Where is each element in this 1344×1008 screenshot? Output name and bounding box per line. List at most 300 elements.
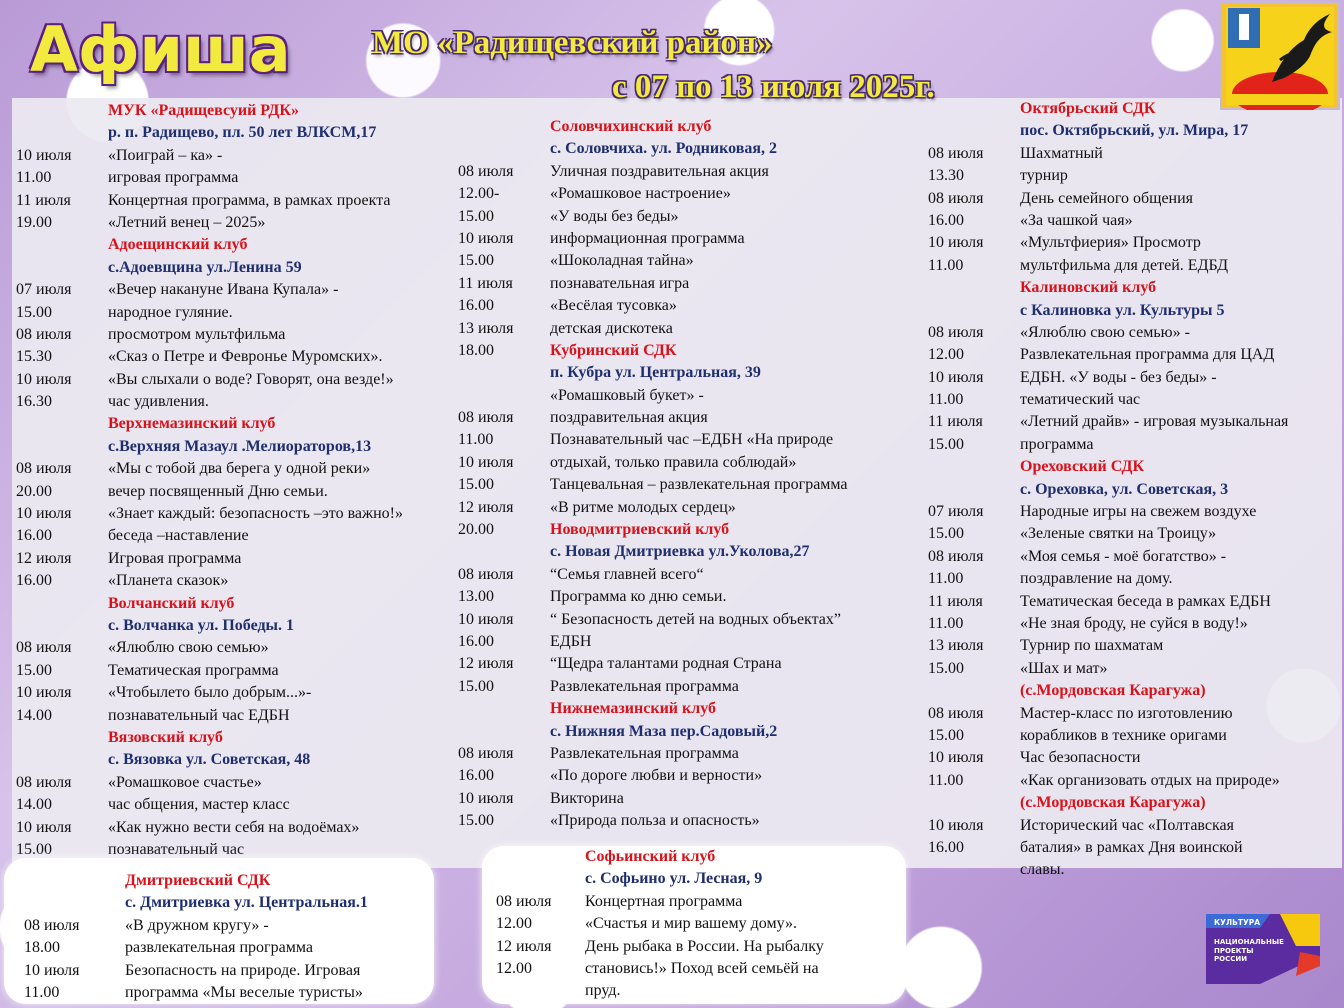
- event-date: [16, 436, 108, 458]
- venue-name-row: [16, 727, 466, 749]
- event-date: 10 июля: [458, 789, 514, 807]
- event-date: [928, 792, 1020, 814]
- event-row: [458, 385, 918, 407]
- event-row: [24, 982, 434, 1004]
- event-text: «По дороге любви и верности»: [550, 767, 763, 785]
- venue-name: Новодмитриевский клуб: [550, 521, 730, 539]
- event-date: 08 июля: [928, 144, 984, 162]
- event-row: [16, 302, 466, 324]
- event-date: 12.00: [496, 915, 532, 933]
- event-date: 13.00: [458, 588, 494, 606]
- event-row: [496, 980, 906, 1002]
- event-row: [928, 725, 1344, 747]
- schedule-column-left: [16, 100, 466, 861]
- event-row: [458, 407, 918, 429]
- venue-name: Нижнемазинский клуб: [550, 700, 716, 718]
- event-text: «Моя семья - моё богатство» -: [1020, 547, 1227, 565]
- venue-name-row: [458, 116, 918, 138]
- event-date: 16.00: [16, 572, 52, 590]
- event-date: [928, 98, 1020, 120]
- event-text: Танцевальная – развлекательная программа: [550, 476, 848, 494]
- venue-name-row: [458, 519, 918, 541]
- event-date: 15.00: [458, 476, 494, 494]
- event-row: [16, 525, 466, 547]
- venue-address: с. Ореховка, ул. Советская, 3: [1020, 480, 1229, 498]
- event-text: становись!» Поход всей семьёй на: [585, 959, 819, 977]
- venue-name-row: [458, 340, 918, 362]
- event-date: 13 июля: [458, 319, 514, 337]
- event-date: 16.00: [928, 838, 964, 856]
- event-date: 11 июля: [928, 413, 983, 431]
- event-row: [458, 676, 918, 698]
- event-text: Развлекательная программа: [550, 677, 739, 695]
- date-range: с 07 по 13 июля 2025г.: [612, 69, 935, 105]
- event-text: «Летний драйв» - игровая музыкальная: [1020, 413, 1289, 431]
- event-row: [496, 936, 906, 958]
- badge-label-main: НАЦИОНАЛЬНЫЕ ПРОЕКТЫ РОССИИ: [1214, 938, 1284, 963]
- event-date: 12 июля: [458, 655, 514, 673]
- venue-address: пос. Октябрьский, ул. Мира, 17: [1020, 122, 1249, 140]
- event-text: детская дискотека: [550, 319, 673, 337]
- event-text: турнир: [1020, 167, 1068, 185]
- event-date: 08 июля: [458, 409, 514, 427]
- event-row: [458, 497, 918, 519]
- venue-address: с. Дмитриевка ул. Центральная.1: [125, 894, 368, 912]
- event-row: [928, 703, 1344, 725]
- venue-address-row: [16, 122, 466, 144]
- event-date: 08 июля: [16, 639, 72, 657]
- venue-address-row: [458, 138, 918, 160]
- event-text: Народные игры на свежем воздухе: [1020, 503, 1257, 521]
- event-date: 11 июля: [16, 191, 71, 209]
- venue-name-row: [928, 792, 1344, 814]
- event-row: [496, 913, 906, 935]
- event-row: [16, 705, 466, 727]
- event-date: [928, 300, 1020, 322]
- event-row: [16, 570, 466, 592]
- event-text: познавательный час ЕДБН: [108, 706, 290, 724]
- event-text: Игровая программа: [108, 549, 242, 567]
- venue-address: с. Вязовка ул. Советская, 48: [108, 751, 311, 769]
- event-date: 08 июля: [16, 460, 72, 478]
- event-date: 15.00: [16, 303, 52, 321]
- event-date: [928, 120, 1020, 142]
- venue-address: с.Адоевщина ул.Ленина 59: [108, 258, 302, 276]
- event-date: [458, 698, 550, 720]
- event-row: [16, 369, 466, 391]
- event-text: «Ромашковое счастье»: [108, 773, 262, 791]
- venue-name: Волчанский клуб: [108, 594, 235, 612]
- event-row: [928, 322, 1344, 344]
- event-date: 20.00: [458, 521, 494, 539]
- event-date: 08 июля: [16, 773, 72, 791]
- event-date: 15.00: [928, 435, 964, 453]
- venue-address: п. Кубра ул. Центральная, 39: [550, 364, 761, 382]
- event-date: 12.00: [496, 959, 532, 977]
- venue-name: Октябрьский СДК: [1020, 100, 1156, 117]
- event-date: [458, 385, 550, 407]
- event-date: 15.00: [16, 661, 52, 679]
- event-date: [496, 980, 585, 1002]
- event-date: 10 июля: [928, 749, 984, 767]
- event-text: «Как организовать отдых на природе»: [1020, 771, 1280, 789]
- event-text: Развлекательная программа для ЦАД: [1020, 346, 1275, 364]
- event-date: 16.00: [458, 767, 494, 785]
- venue-name-row: [928, 277, 1344, 299]
- district-title: МО «Радищевский район»: [372, 25, 773, 61]
- event-text: «Мультфиерия» Просмотр: [1020, 234, 1201, 252]
- event-date: 08 июля: [458, 162, 514, 180]
- venue-name: Софьинский клуб: [585, 848, 716, 865]
- event-date: 15.00: [458, 677, 494, 695]
- event-date: 10 июля: [24, 961, 80, 979]
- event-text: «За чашкой чая»: [1020, 211, 1133, 229]
- event-text: Шахматный: [1020, 144, 1103, 162]
- event-text: “ Безопасность детей на водных объектах”: [550, 610, 841, 628]
- event-text: Исторический час «Полтавская: [1020, 816, 1234, 834]
- event-row: [928, 411, 1344, 433]
- event-row: [16, 391, 466, 413]
- event-row: [458, 273, 918, 295]
- event-row: [928, 859, 1344, 881]
- event-date: 11.00: [928, 391, 964, 409]
- event-row: [458, 228, 918, 250]
- event-date: [16, 234, 108, 256]
- event-row: [928, 501, 1344, 523]
- event-date: 10 июля: [928, 816, 984, 834]
- event-text: «Поиграй – ка» -: [108, 146, 223, 164]
- event-text: «Планета сказок»: [108, 572, 229, 590]
- event-date: 10 июля: [16, 818, 72, 836]
- event-row: [928, 389, 1344, 411]
- venue-address-row: [24, 892, 434, 914]
- venue-name-row: [16, 593, 466, 615]
- event-date: [458, 138, 550, 160]
- venue-name: (с.Мордовская Карагужа): [1020, 682, 1206, 700]
- event-row: [24, 960, 434, 982]
- event-row: [928, 770, 1344, 792]
- event-date: 19.00: [16, 213, 52, 231]
- event-date: 12.00-: [458, 185, 500, 203]
- event-text: «Сказ о Петре и Февронье Муромских».: [108, 348, 383, 366]
- event-date: 20.00: [16, 482, 52, 500]
- event-text: День рыбака в России. На рыбалку: [585, 937, 824, 955]
- event-text: «Вечер накануне Ивана Купала» -: [108, 281, 339, 299]
- event-row: [928, 255, 1344, 277]
- event-date: 16.00: [458, 632, 494, 650]
- national-projects-badge: [1200, 906, 1328, 990]
- event-date: [16, 100, 108, 122]
- venue-address-row: [928, 479, 1344, 501]
- event-date: [458, 362, 550, 384]
- event-text: баталия» в рамках Дня воинской: [1020, 838, 1243, 856]
- venue-name-row: [16, 234, 466, 256]
- event-date: [458, 721, 550, 743]
- event-text: Викторина: [550, 789, 624, 807]
- event-date: 16.00: [16, 527, 52, 545]
- event-row: [458, 161, 918, 183]
- venue-address: с.Верхняя Мазаул .Мелиораторов,13: [108, 437, 372, 455]
- event-date: 13 июля: [928, 637, 984, 655]
- event-text: Мастер-класс по изготовлению: [1020, 704, 1233, 722]
- venue-address-row: [458, 362, 918, 384]
- venue-address-row: [16, 749, 466, 771]
- event-date: [458, 116, 550, 138]
- event-date: [928, 859, 1020, 881]
- card-schedule: [24, 870, 434, 1004]
- event-date: [16, 122, 108, 144]
- venue-card-sofyino: [482, 846, 906, 1004]
- event-date: 08 июля: [24, 916, 80, 934]
- event-text: час удивления.: [108, 393, 209, 411]
- event-row: [458, 788, 918, 810]
- venue-name-row: [16, 413, 466, 435]
- event-text: игровая программа: [108, 169, 239, 187]
- event-row: [928, 523, 1344, 545]
- event-text: мультфильма для детей. ЕДБД: [1020, 256, 1228, 274]
- event-date: [16, 593, 108, 615]
- event-text: «В дружном кругу» -: [125, 916, 269, 934]
- venue-address: с. Нижняя Маза пер.Садовый,2: [550, 722, 778, 740]
- event-date: [928, 479, 1020, 501]
- event-row: [928, 613, 1344, 635]
- event-row: [458, 743, 918, 765]
- event-row: [16, 772, 466, 794]
- event-text: программа: [1020, 435, 1094, 453]
- event-text: «Шах и мат»: [1020, 659, 1108, 677]
- event-date: 14.00: [16, 796, 52, 814]
- event-text: Развлекательная программа: [550, 744, 739, 762]
- event-date: 12.00: [928, 346, 964, 364]
- event-text: «Ромашковое настроение»: [550, 185, 731, 203]
- venue-name: Адоещинский клуб: [108, 236, 248, 254]
- venue-name: Соловчихинский клуб: [550, 118, 712, 135]
- event-row: [16, 817, 466, 839]
- venue-address: с. Волчанка ул. Победы. 1: [108, 616, 295, 634]
- event-text: Час безопасности: [1020, 749, 1141, 767]
- event-row: [928, 344, 1344, 366]
- venue-address-row: [928, 300, 1344, 322]
- event-date: 08 июля: [928, 704, 984, 722]
- event-text: Тематическая программа: [108, 661, 279, 679]
- venue-name-row: [24, 870, 434, 892]
- event-row: [24, 937, 434, 959]
- venue-card-dmitrievka: [4, 858, 434, 1004]
- event-date: 15.00: [928, 726, 964, 744]
- event-text: «Знает каждый: безопасность –это важно!»: [108, 505, 403, 523]
- event-text: День семейного общения: [1020, 189, 1194, 207]
- venue-address: с. Софьино ул. Лесная, 9: [585, 870, 763, 888]
- event-row: [928, 658, 1344, 680]
- event-text: ЕДБН. «У воды - без беды» -: [1020, 368, 1217, 386]
- event-row: [928, 188, 1344, 210]
- event-date: 15.00: [458, 207, 494, 225]
- venue-name-row: [496, 846, 906, 868]
- venue-name-row: [458, 698, 918, 720]
- event-row: [16, 503, 466, 525]
- event-row: [16, 794, 466, 816]
- event-text: «Счастья и мир вашему дому».: [585, 915, 797, 933]
- event-text: Тематическая беседа в рамках ЕДБН: [1020, 592, 1271, 610]
- event-date: 13.30: [928, 167, 964, 185]
- event-row: [458, 318, 918, 340]
- event-row: [16, 660, 466, 682]
- venue-name-row: [928, 456, 1344, 478]
- event-text: «Ялюблю свою семью»: [108, 639, 269, 657]
- event-date: 11.00: [928, 256, 964, 274]
- event-text: Концертная программа, в рамках проекта: [108, 191, 391, 209]
- venue-address: с. Соловчиха. ул. Родниковая, 2: [550, 140, 778, 158]
- event-row: [458, 810, 918, 832]
- event-date: [928, 277, 1020, 299]
- event-text: пруд.: [585, 982, 621, 1000]
- event-row: [16, 279, 466, 301]
- event-date: 11.00: [24, 983, 60, 1001]
- event-row: [496, 891, 906, 913]
- venue-name: Дмитриевский СДК: [125, 872, 271, 889]
- event-text: “Семья главней всего“: [550, 565, 704, 583]
- event-text: «Природа польза и опасность»: [550, 812, 760, 830]
- venue-address-row: [16, 615, 466, 637]
- event-date: 11.00: [16, 169, 52, 187]
- event-row: [458, 653, 918, 675]
- event-row: [16, 637, 466, 659]
- event-date: 11.00: [928, 771, 964, 789]
- event-text: «Вы слыхали о воде? Говорят, она везде!»: [108, 370, 394, 388]
- event-row: [928, 232, 1344, 254]
- event-text: «Зеленые святки на Троицу»: [1020, 525, 1217, 543]
- event-date: 08 июля: [458, 565, 514, 583]
- event-row: [496, 958, 906, 980]
- event-date: [458, 541, 550, 563]
- event-date: 08 июля: [928, 323, 984, 341]
- venue-address-row: [458, 541, 918, 563]
- event-date: 16.00: [458, 297, 494, 315]
- venue-address-row: [928, 120, 1344, 142]
- event-row: [458, 452, 918, 474]
- event-text: «Мы с тобой два берега у одной реки»: [108, 460, 371, 478]
- event-date: 10 июля: [928, 368, 984, 386]
- event-date: 11 июля: [928, 592, 983, 610]
- event-text: корабликов в технике оригами: [1020, 726, 1227, 744]
- event-row: [458, 250, 918, 272]
- venue-address: с Калиновка ул. Культуры 5: [1020, 301, 1225, 319]
- event-row: [16, 682, 466, 704]
- event-date: 10 июля: [458, 610, 514, 628]
- event-text: Турнир по шахматам: [1020, 637, 1164, 655]
- event-text: поздравление на дому.: [1020, 570, 1173, 588]
- venue-address: р. п. Радищево, пл. 50 лет ВЛКСМ,17: [108, 124, 377, 142]
- schedule-column-right: [928, 98, 1344, 882]
- event-text: «Ялюблю свою семью» -: [1020, 323, 1190, 341]
- event-date: 12 июля: [496, 937, 552, 955]
- event-date: 15.00: [458, 812, 494, 830]
- event-row: [24, 915, 434, 937]
- event-row: [458, 474, 918, 496]
- event-date: 15.00: [928, 525, 964, 543]
- venue-name: Верхнемазинский клуб: [108, 415, 276, 433]
- event-text: «Не зная броду, не суйся в воду!»: [1020, 614, 1248, 632]
- event-date: 10 июля: [16, 505, 72, 523]
- venue-address: с. Новая Дмитриевка ул.Уколова,27: [550, 543, 810, 561]
- event-date: 11.00: [928, 614, 964, 632]
- event-date: [496, 868, 585, 890]
- event-text: «У воды без беды»: [550, 207, 679, 225]
- event-text: поздравительная акция: [550, 409, 708, 427]
- event-row: [16, 145, 466, 167]
- venue-address-row: [16, 436, 466, 458]
- event-row: [928, 143, 1344, 165]
- page-title: Афиша: [30, 13, 291, 86]
- event-text: отдыхай, только правила соблюдай»: [550, 453, 797, 471]
- event-row: [458, 206, 918, 228]
- event-date: 10 июля: [928, 234, 984, 252]
- event-row: [458, 429, 918, 451]
- venue-address-row: [16, 257, 466, 279]
- event-row: [458, 609, 918, 631]
- event-text: Безопасность на природе. Игровая: [125, 961, 361, 979]
- venue-name-row: [928, 98, 1344, 120]
- event-date: 15.30: [16, 348, 52, 366]
- event-date: 15.00: [458, 252, 494, 270]
- event-text: «В ритме молодых сердец»: [550, 498, 736, 516]
- event-date: 08 июля: [16, 325, 72, 343]
- event-date: [928, 456, 1020, 478]
- event-date: [16, 257, 108, 279]
- event-date: [24, 870, 125, 892]
- event-row: [928, 837, 1344, 859]
- event-date: 07 июля: [928, 503, 984, 521]
- event-text: Концертная программа: [585, 892, 743, 910]
- event-row: [928, 367, 1344, 389]
- event-row: [928, 546, 1344, 568]
- event-row: [16, 346, 466, 368]
- event-date: [928, 680, 1020, 702]
- event-text: Познавательный час –ЕДБН «На природе: [550, 431, 834, 449]
- venue-address-row: [458, 721, 918, 743]
- event-date: 12 июля: [16, 549, 72, 567]
- event-row: [458, 295, 918, 317]
- venue-name: Вязовский клуб: [108, 728, 223, 746]
- event-text: беседа –наставление: [108, 527, 249, 545]
- event-text: Программа ко дню семьи.: [550, 588, 727, 606]
- schedule-column-middle: [458, 116, 918, 833]
- event-row: [16, 324, 466, 346]
- event-date: 10 июля: [16, 684, 72, 702]
- event-date: 10 июля: [16, 370, 72, 388]
- event-text: развлекательная программа: [125, 939, 313, 957]
- event-row: [458, 586, 918, 608]
- badge-label-top: КУЛЬТУРА: [1214, 918, 1261, 927]
- event-date: 07 июля: [16, 281, 72, 299]
- event-text: познавательный час: [108, 840, 245, 858]
- event-text: познавательная игра: [550, 274, 690, 292]
- event-text: информационная программа: [550, 229, 745, 247]
- event-date: 12 июля: [458, 498, 514, 516]
- event-date: 08 июля: [928, 189, 984, 207]
- event-text: час общения, мастер класс: [108, 796, 290, 814]
- event-date: 18.00: [24, 939, 60, 957]
- venue-name-row: [928, 680, 1344, 702]
- event-text: просмотром мультфильма: [108, 325, 286, 343]
- event-date: [16, 413, 108, 435]
- event-text: «Шоколадная тайна»: [550, 252, 694, 270]
- event-row: [16, 548, 466, 570]
- event-row: [928, 635, 1344, 657]
- event-date: [24, 892, 125, 914]
- event-date: 18.00: [458, 341, 494, 359]
- event-row: [928, 815, 1344, 837]
